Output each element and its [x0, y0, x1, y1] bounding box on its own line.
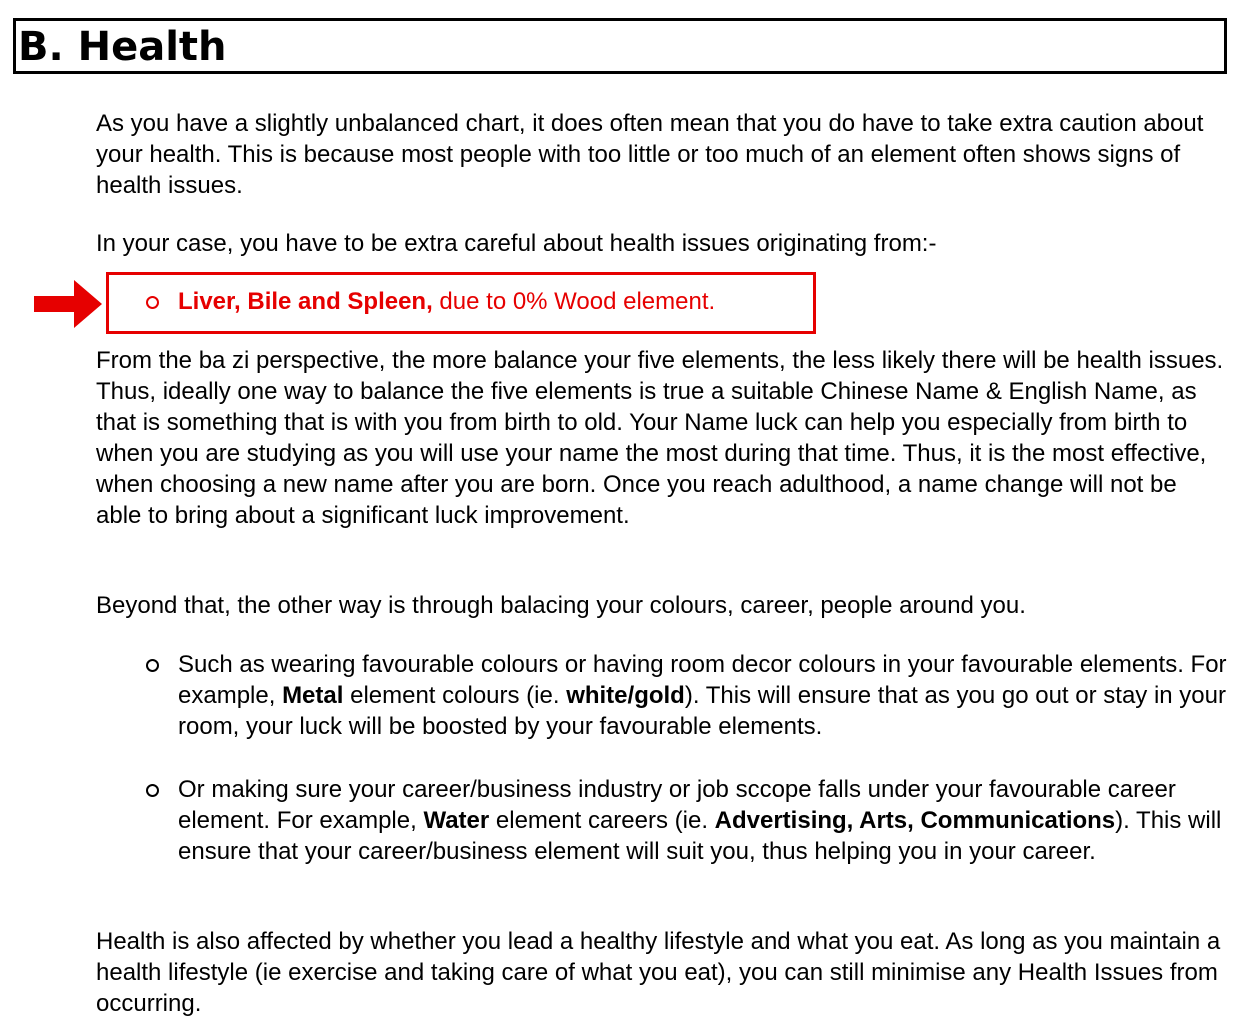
- lifestyle-paragraph: Health is also affected by whether you lead a healthy lifestyle and what you eat. As long as you maintain a health lifestyle (ie exercise and taking care of what you eat), you can still minimise any Health Issues from occurring.: [96, 928, 1221, 1017]
- right-arrow-icon: [32, 278, 104, 330]
- balance-paragraph: Beyond that, the other way is through balacing your colours, career, people around you.: [96, 592, 1026, 619]
- list-bullet: [146, 784, 159, 797]
- highlight-bullet: [146, 296, 159, 309]
- list-item-career: Or making sure your career/business industry or job sccope falls under your favourable career element. For example, Water element careers (ie. Advertising, Arts, Communications). This will ensure that your career/business element will suit you, thus helping you in your career.: [178, 776, 1222, 865]
- intro-paragraph: As you have a slightly unbalanced chart, it does often mean that you do have to take extra caution about your health. This is because most people with too little or too much of an element often shows signs of health issues.: [96, 110, 1204, 199]
- list-item-colours: Such as wearing favourable colours or having room decor colours in your favourable elements. For example, Metal element colours (ie. white/gold). This will ensure that as you go out or stay in your room, your luck will be boosted by your favourable elements.: [178, 651, 1227, 740]
- highlight-item: [178, 286, 715, 317]
- case-paragraph: In your case, you have to be extra careful about health issues originating from:-: [96, 230, 937, 257]
- highlight-reason: due to 0% Wood element.: [432, 288, 716, 315]
- bazi-paragraph: From the ba zi perspective, the more balance your five elements, the less likely there will be health issues. Thus, ideally one way to balance the five elements is true a suitable Chinese Name & English Name, as that is something that is with you from birth to old. Your Name luck can help you especially from birth to when you are studying as you will use your name the most during that time. Thus, it is the most effective, when choosing a new name after you are born. Once you reach adulthood, a name change will not be able to bring about a significant luck improvement.: [96, 347, 1224, 529]
- highlight-organs: Liver, Bile and Spleen,: [178, 288, 433, 315]
- section-title: B. Health: [13, 18, 1227, 74]
- list-bullet: [146, 659, 159, 672]
